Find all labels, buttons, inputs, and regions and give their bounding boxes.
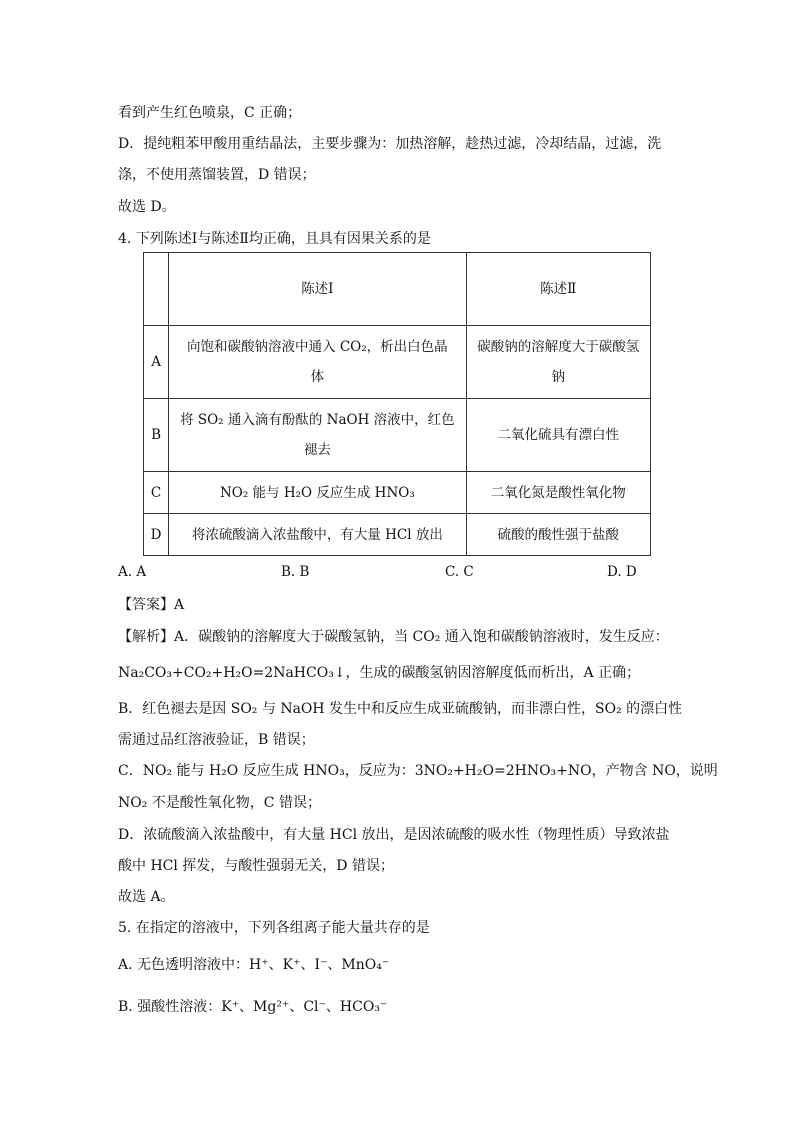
- statement-1: 向饱和碳酸钠溶液中通入 CO₂，析出白色晶 体: [169, 326, 466, 399]
- statement-2: 碳酸钠的溶解度大于碳酸氢 钠: [466, 326, 650, 399]
- table-corner-cell: [144, 253, 169, 326]
- explanation-line: 需通过品红溶液验证，B 错误；: [118, 732, 315, 748]
- explanation-line: 故选 A。: [118, 889, 175, 905]
- prev-line-3: 涤，不使用蒸馏装置，D 错误；: [118, 167, 316, 183]
- table-row: [144, 472, 651, 514]
- q5-stem: 5. 在指定的溶液中，下列各组离子能大量共存的是: [118, 920, 430, 936]
- explanation-line: B．红色褪去是因 SO₂ 与 NaOH 发生中和反应生成亚硫酸钠，而非漂白性，SO₂ 的漂白性: [118, 701, 683, 717]
- row-label: D: [144, 514, 169, 556]
- q4-answer: 【答案】A: [118, 597, 185, 613]
- statement-1: 将 SO₂ 通入滴有酚酞的 NaOH 溶液中，红色 褪去: [169, 399, 466, 472]
- explanation-line: 【解析】A．碳酸钠的溶解度大于碳酸氢钠，当 CO₂ 通入饱和碳酸钠溶液时，发生反应：: [118, 629, 669, 645]
- prev-line-4: 故选 D。: [118, 199, 176, 215]
- prev-line-1: 看到产生红色喷泉，C 正确；: [118, 105, 302, 121]
- statement-2: 二氧化氮是酸性氧化物: [466, 472, 650, 514]
- statement-1: 将浓硫酸滴入浓盐酸中，有大量 HCl 放出: [169, 514, 466, 556]
- q5-option-a[interactable]: A. 无色透明溶液中：H⁺、K⁺、I⁻、MnO₄⁻: [118, 957, 390, 973]
- row-label: A: [144, 326, 169, 399]
- option-b[interactable]: B. B: [281, 564, 310, 580]
- table-row: [144, 326, 651, 399]
- statement-1: NO₂ 能与 H₂O 反应生成 HNO₃: [169, 472, 466, 514]
- explanation-line: Na₂CO₃+CO₂+H₂O=2NaHCO₃↓，生成的碳酸氢钠因溶解度低而析出，A 正确；: [118, 665, 641, 681]
- q4-stem: 4. 下列陈述Ⅰ与陈述Ⅱ均正确，且具有因果关系的是: [118, 231, 431, 247]
- prev-line-2: D．提纯粗苯甲酸用重结晶法，主要步骤为：加热溶解，趁热过滤，冷却结晶，过滤，洗: [118, 136, 662, 152]
- explanation-line: C．NO₂ 能与 H₂O 反应生成 HNO₃，反应为：3NO₂+H₂O=2HNO₃+NO，产物含 NO，说明: [118, 763, 718, 779]
- table-row: [144, 399, 651, 472]
- table-header-2: 陈述Ⅱ: [466, 253, 650, 326]
- option-a[interactable]: A. A: [118, 564, 147, 580]
- option-d[interactable]: D. D: [607, 564, 637, 580]
- explanation-line: 酸中 HCl 挥发，与酸性强弱无关，D 错误；: [118, 858, 394, 874]
- option-c[interactable]: C. C: [445, 564, 474, 580]
- statement-2: 硫酸的酸性强于盐酸: [466, 514, 650, 556]
- statement-2: 二氧化硫具有漂白性: [466, 399, 650, 472]
- explanation-line: NO₂ 不是酸性氧化物，C 错误；: [118, 795, 321, 811]
- row-label: B: [144, 399, 169, 472]
- q5-option-b[interactable]: B. 强酸性溶液：K⁺、Mg²⁺、Cl⁻、HCO₃⁻: [118, 999, 388, 1015]
- q4-table: [143, 252, 651, 556]
- row-label: C: [144, 472, 169, 514]
- explanation-line: D．浓硫酸滴入浓盐酸中，有大量 HCl 放出，是因浓硫酸的吸水性（物理性质）导致浓盐: [118, 827, 670, 843]
- table-row: [144, 514, 651, 556]
- table-header-1: 陈述Ⅰ: [169, 253, 466, 326]
